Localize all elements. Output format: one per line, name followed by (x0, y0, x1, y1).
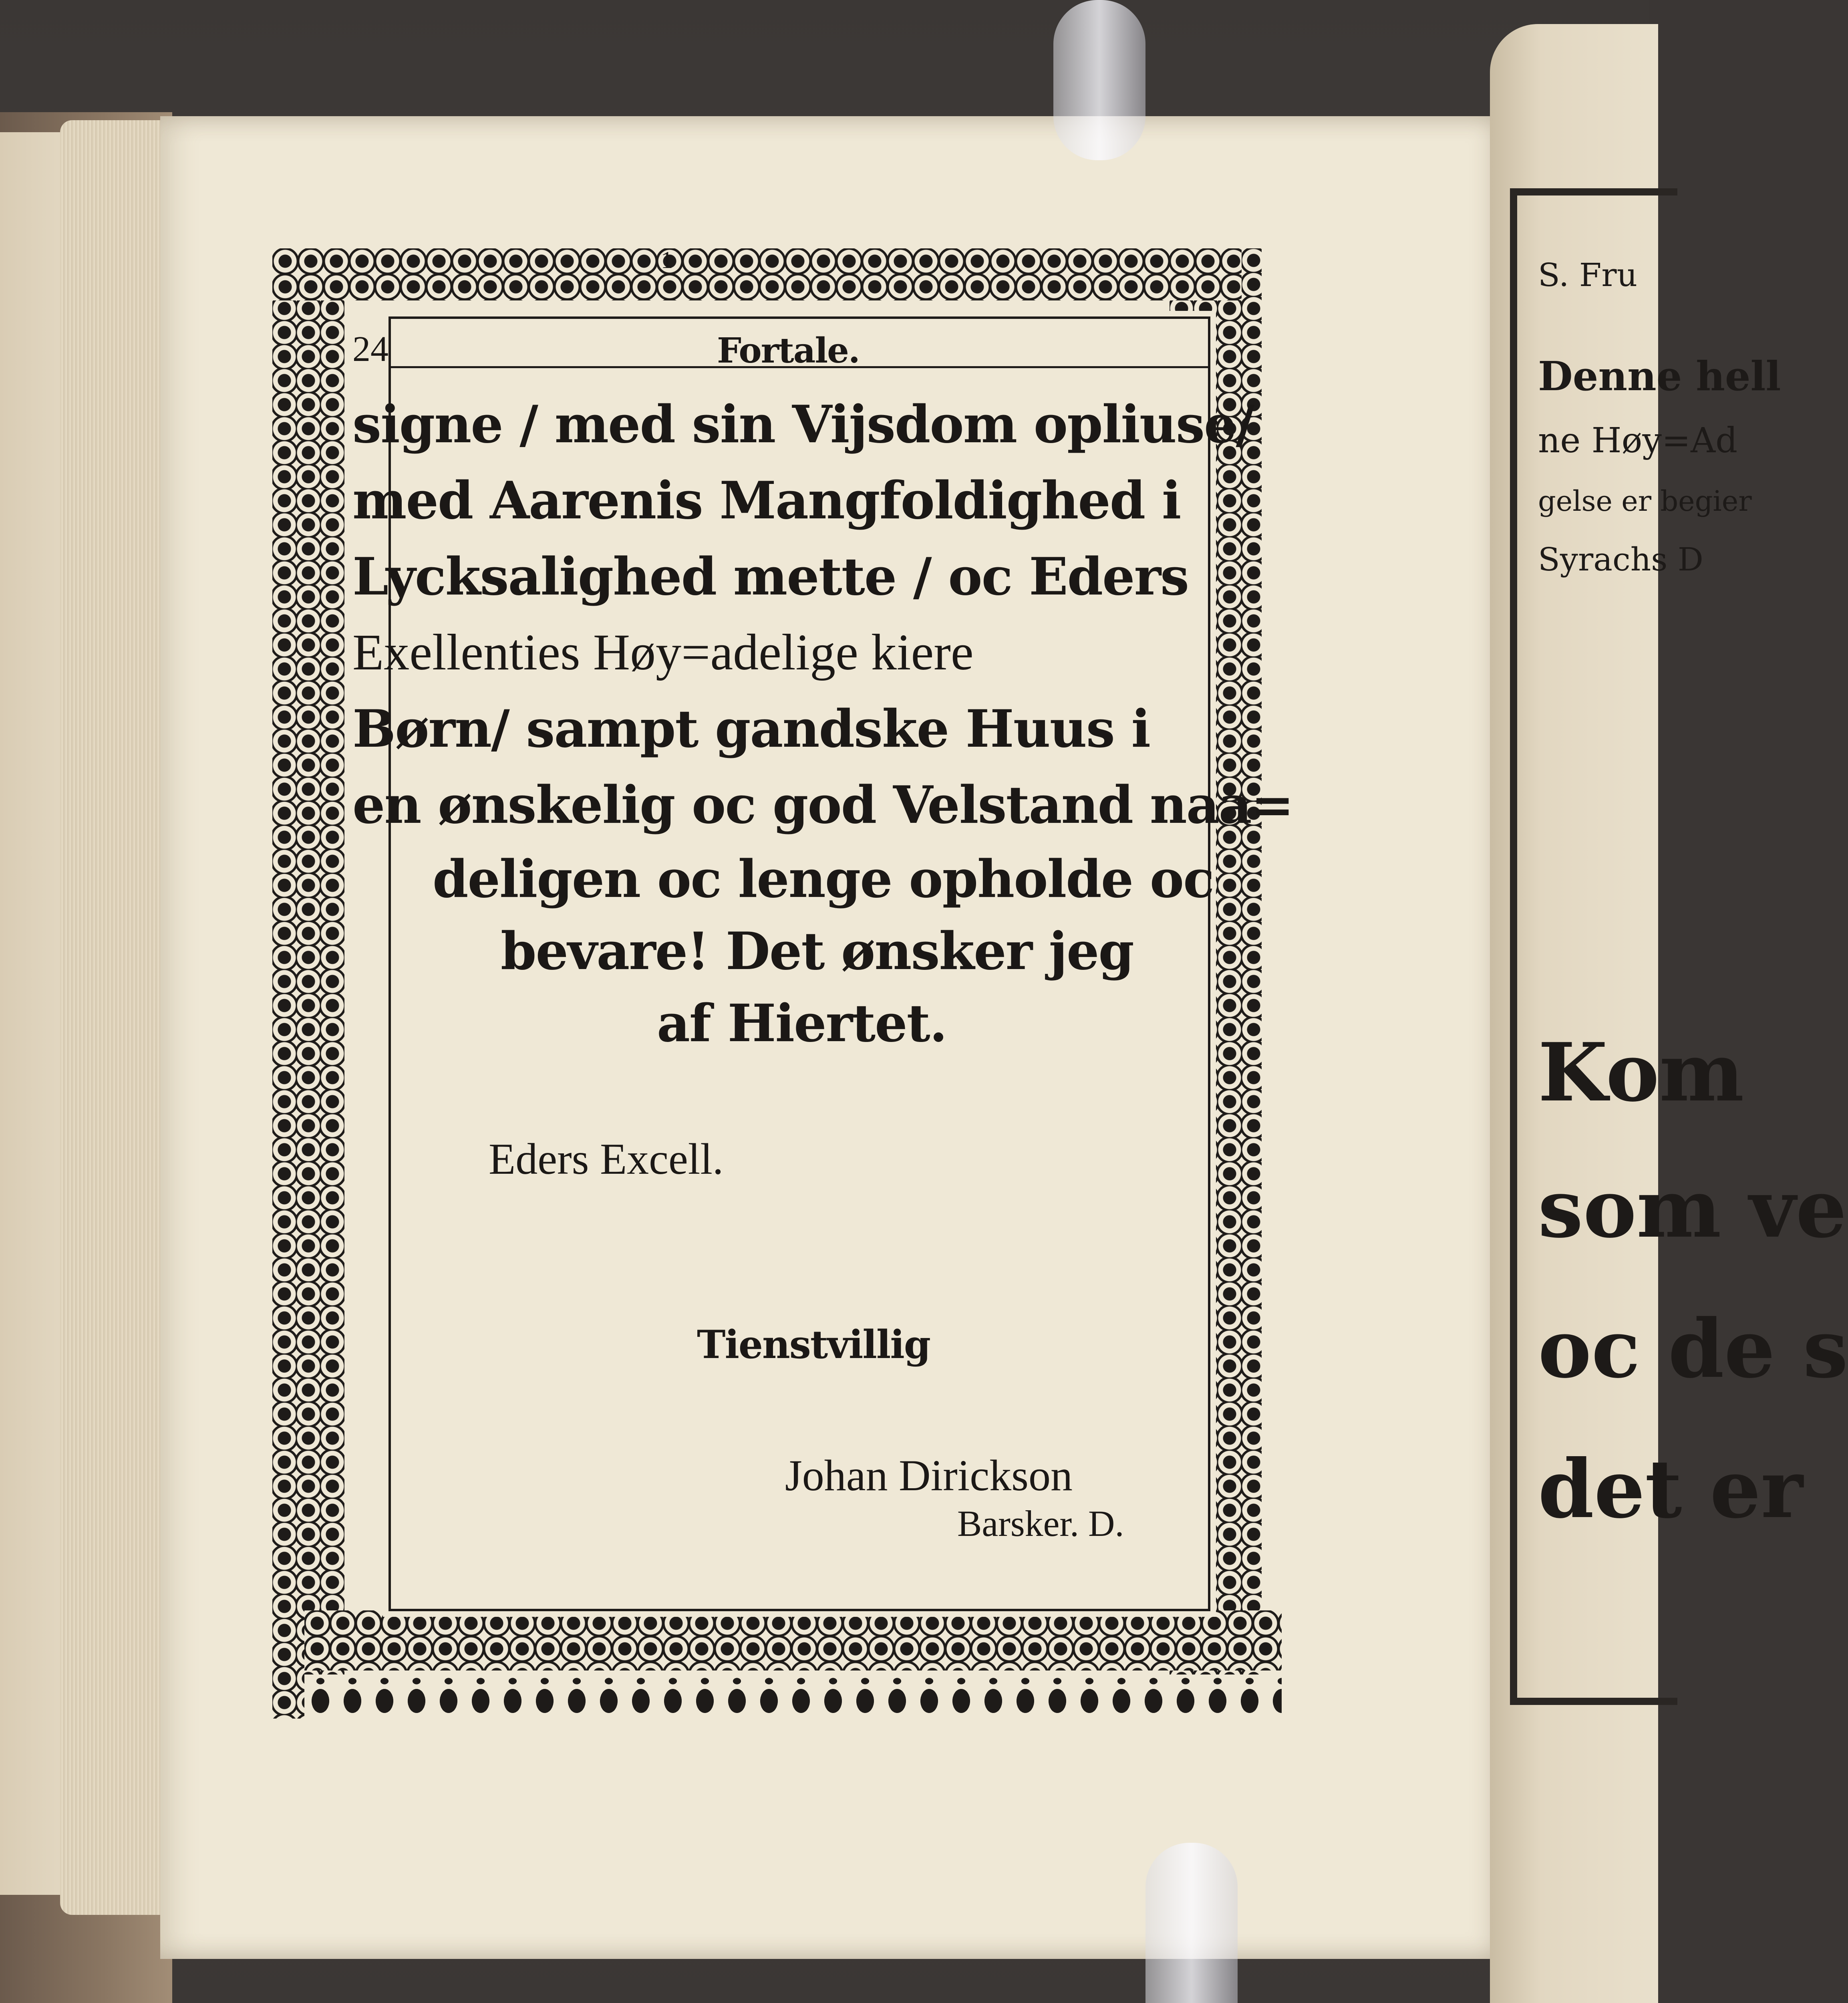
right-page-line: Syrachs D (1538, 541, 1703, 578)
body-line: Børn/ sampt gandske Huus i (352, 699, 1150, 759)
ornament-band-top (272, 248, 1242, 300)
right-page-line: som ve (1538, 1162, 1847, 1256)
signer-title: Barsker. D. (957, 1503, 1124, 1544)
ornament-band-bottom (304, 1610, 1282, 1671)
right-page-line: S. Fru (1538, 256, 1638, 294)
body-line: med Aarenis Mangfoldighed i (352, 471, 1181, 531)
ornament-band-left (272, 248, 344, 1719)
right-page-line: gelse er begier (1538, 485, 1752, 518)
right-page-line: oc de s (1538, 1302, 1848, 1396)
plastic-clip-top (1053, 0, 1145, 160)
body-line: en ønskelig oc god Velstand naa= (352, 775, 1293, 835)
body-line: bevare! Det ønsker jeg (501, 921, 1133, 981)
right-page-line: det er (1538, 1442, 1803, 1536)
plastic-clip-bottom (1145, 1843, 1238, 2003)
top-mark: 1 (661, 247, 673, 273)
page-number: 24 (352, 329, 389, 369)
running-head: Fortale. (717, 330, 860, 371)
body-line: signe / med sin Vijsdom opliuse/ (352, 395, 1254, 455)
body-line: deligen oc lenge opholde oc (433, 849, 1214, 909)
page-stack (60, 120, 164, 1915)
right-page-line: Denne hell (1538, 353, 1781, 400)
acorn-ornament-row (304, 1675, 1282, 1719)
ornamental-border (272, 248, 1282, 1723)
signer-name: Johan Dirickson (785, 1451, 1073, 1500)
servant-line: Tienstvillig (697, 1322, 930, 1367)
body-line: Exellenties Høy=adelige kiere (352, 624, 974, 681)
right-page-line: Kom (1538, 1026, 1744, 1120)
closing-salutation: Eders Excell. (489, 1134, 724, 1183)
right-page-line: ne Høy=Ad (1538, 421, 1738, 461)
body-line: Lycksalighed mette / oc Eders (352, 547, 1189, 607)
body-line: af Hiertet. (657, 993, 947, 1054)
